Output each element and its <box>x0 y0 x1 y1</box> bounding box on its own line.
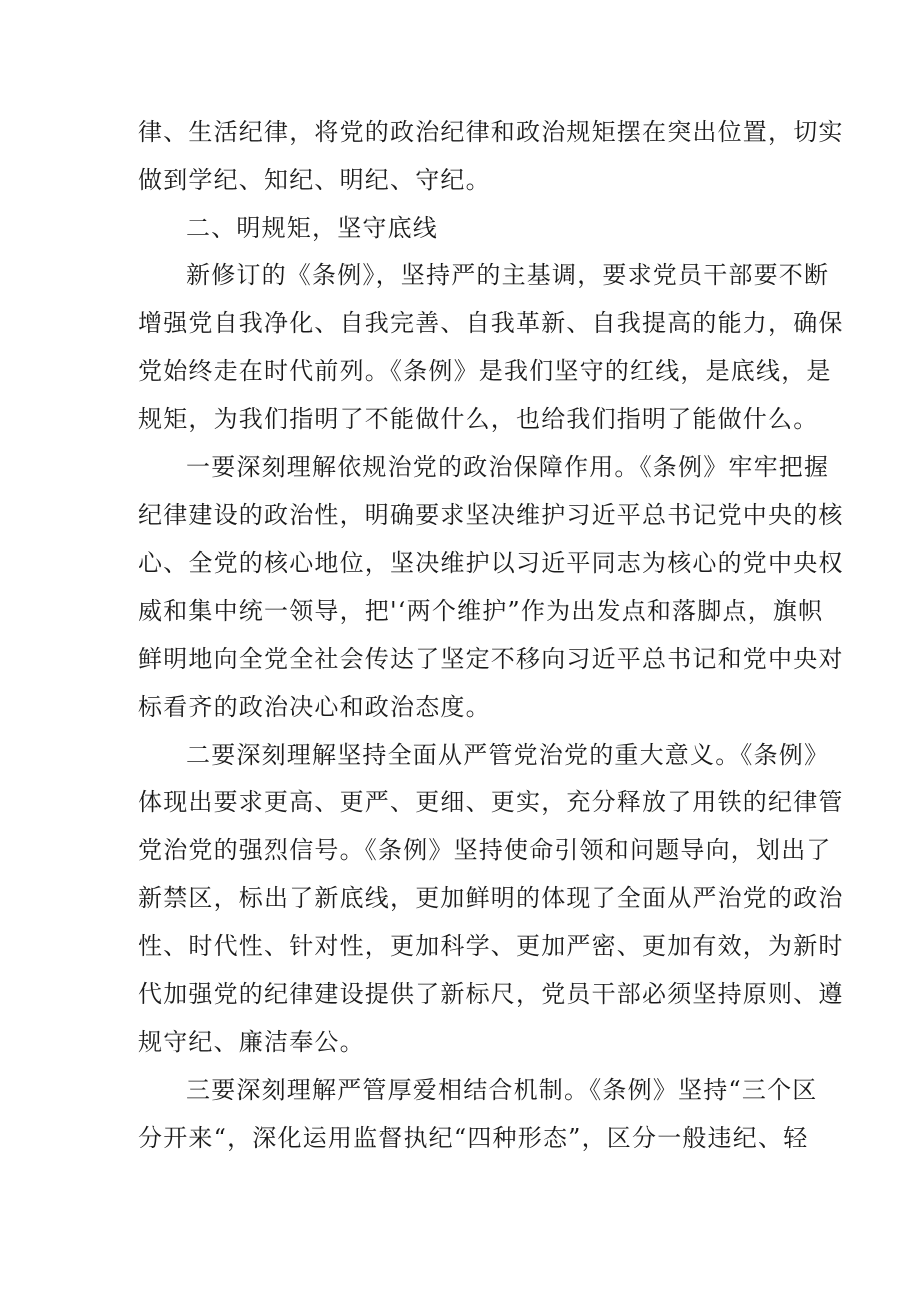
text-line: 威和集中统一领导，把'‘两个维护”作为出发点和落脚点，旗帜 <box>138 597 824 625</box>
text-line: 新修订的《条例》，坚持严的主基调，要求党员干部要不断 <box>186 261 830 289</box>
text-line: 律、生活纪律，将党的政治纪律和政治规矩摆在突出位置，切实 <box>138 118 844 146</box>
text-line: 代加强党的纪律建设提供了新标尺，党员干部必须坚持原则、遵 <box>138 980 844 1008</box>
text-line: 规矩，为我们指明了不能做什么，也给我们指明了能做什么。 <box>138 405 819 433</box>
text-line: 做到学纪、知纪、明纪、守纪。 <box>138 166 491 194</box>
text-line: 增强党自我净化、自我完善、自我革新、自我提高的能力，确保 <box>138 309 844 337</box>
text-line: 分开来“，深化运用监督执纪“四种形态”，区分一般违纪、轻 <box>138 1124 809 1152</box>
text-line: 新禁区，标出了新底线，更加鲜明的体现了全面从严治党的政治 <box>138 884 844 912</box>
text-line: 心、全党的核心地位，坚决维护以习近平同志为核心的党中央权 <box>138 549 844 577</box>
text-line: 二要深刻理解坚持全面从严管党治党的重大意义。《条例》 <box>186 741 830 769</box>
text-line: 体现出要求更高、更严、更细、更实，充分释放了用铁的纪律管 <box>138 788 844 816</box>
section-heading: 二、明规矩，坚守底线 <box>186 214 438 242</box>
text-line: 规守纪、廉洁奉公。 <box>138 1028 365 1056</box>
text-line: 三要深刻理解严管厚爱相结合机制。《条例》坚持“三个区 <box>186 1076 818 1104</box>
text-line: 一要深刻理解依规治党的政治保障作用。《条例》牢牢把握 <box>186 453 830 481</box>
text-line: 党治党的强烈信号。《条例》坚持使命引领和问题导向，划出了 <box>138 836 832 864</box>
text-line: 性、时代性、针对性，更加科学、更加严密、更加有效，为新时 <box>138 932 844 960</box>
text-line: 纪律建设的政治性，明确要求坚决维护习近平总书记党中央的核 <box>138 501 844 529</box>
text-line: 标看齐的政治决心和政治态度。 <box>138 693 491 721</box>
text-line: 鲜明地向全党全社会传达了坚定不移向习近平总书记和党中央对 <box>138 645 844 673</box>
text-line: 党始终走在时代前列。《条例》是我们坚守的红线，是底线，是 <box>138 357 832 385</box>
